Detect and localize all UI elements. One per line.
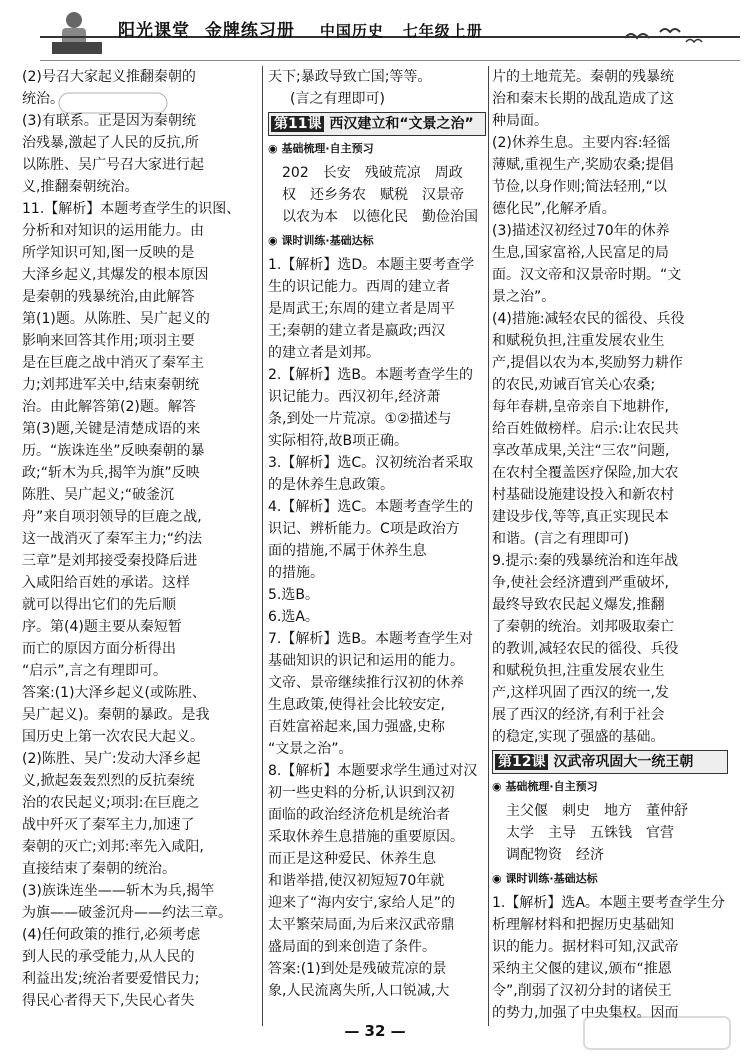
text-line: 2.【解析】选B。本题考查学生的: [268, 367, 473, 383]
text-line: 入咸阳给百姓的承诺。这样: [22, 575, 190, 591]
text-line: 面临的政治经济危机是统治者: [268, 807, 450, 823]
text-line: 的措施。: [268, 565, 324, 581]
text-line: 节俭,以身作则;简法轻刑,“以: [492, 179, 667, 195]
text-line: (4)任何政策的推行,必须考虑: [22, 927, 201, 943]
text-line: 是周武王;东周的建立者是周平: [268, 301, 455, 317]
text-line: 和赋税负担,注重发展农业生: [492, 663, 665, 679]
column-divider: [262, 66, 263, 1026]
text-line: 治。由此解答第(2)题。解答: [22, 399, 196, 415]
keyword-line: 202 长安 残破荒凉 周政: [282, 165, 463, 181]
text-line: 而正是这种爱民、休养生息: [268, 851, 436, 867]
text-line: 景之治”。: [492, 289, 556, 305]
text-line: 片的土地荒芜。秦朝的残暴统: [492, 69, 674, 85]
text-line: “文景之治”。: [268, 741, 353, 757]
text-line: 为旗——破釜沉舟——约法三章。: [22, 905, 232, 921]
text-line: 每年春耕,皇帝亲自下地耕作,: [492, 399, 669, 415]
text-line: 治残暴,激起了人民的反抗,所: [22, 135, 199, 151]
text-line: (2)休养生息。主要内容:轻徭: [492, 135, 671, 151]
text-line: 答案:(1)到处是残破荒凉的景: [268, 961, 447, 977]
column-divider: [488, 66, 489, 1026]
watermark-logo: [582, 1013, 732, 1053]
text-line: 象,人民流离失所,人口锐减,大: [268, 983, 450, 999]
text-line: 得民心者得天下,失民心者失: [22, 993, 195, 1009]
text-line: 基础知识的识记和运用的能力。: [268, 653, 464, 669]
text-line: 和赋税负担,注重发展农业生: [492, 333, 665, 349]
text-line: 争,使社会经济遭到严重破坏,: [492, 575, 669, 591]
text-line: 5.选B。: [268, 587, 319, 603]
grade-name: 七年级上册: [402, 22, 483, 40]
text-line: 3.【解析】选C。汉初统治者采取: [268, 455, 474, 471]
text-line: 1.【解析】选A。本题主要考查学生分: [492, 895, 725, 911]
text-line: 生的识记能力。西周的建立者: [268, 279, 450, 295]
text-line: 秦朝的灭亡;刘邦:率先入咸阳,: [22, 839, 204, 855]
text-line: 和谐举措,使汉初短短70年就: [268, 873, 445, 889]
answer-column-1: [22, 66, 260, 1012]
text-line: 统治。: [22, 91, 64, 107]
text-line: 答案:(1)大泽乡起义(或陈胜、: [22, 685, 207, 701]
section-basic-heading: ◉ 基础梳理·自主预习: [268, 138, 486, 160]
text-line: 7.【解析】选B。本题考查学生对: [268, 631, 473, 647]
text-line: 这一战消灭了秦军主力;“约法: [22, 531, 202, 547]
text-line: 义,掀起轰轰烈烈的反抗秦统: [22, 773, 195, 789]
subject-name: 中国历史: [319, 22, 384, 40]
keyword-line: 太学 主导 五铢钱 官营: [506, 825, 674, 841]
text-line: (言之有理即可): [290, 91, 385, 107]
text-line: “启示”,言之有理即可。: [22, 663, 167, 679]
text-line: 条,到处一片荒凉。①②描述与: [268, 411, 452, 427]
birds-icon: [620, 24, 710, 50]
text-line: 析理解材料和把握历史基础知: [492, 917, 674, 933]
text-line: 序。第(4)题主要从秦短暂: [22, 619, 182, 635]
text-line: 采纳主父偃的建议,颁布“推恩: [492, 961, 672, 977]
text-line: 是秦朝的残暴统治,由此解答: [22, 289, 195, 305]
text-line: 的建立者是刘邦。: [268, 345, 380, 361]
text-line: 产,提倡以农为本,奖励努力耕作: [492, 355, 683, 371]
text-line: 的是休养生息政策。: [268, 477, 394, 493]
text-line: 生息,国家富裕,人民富足的局: [492, 245, 669, 261]
text-line: 第(1)题。从陈胜、吴广起义的: [22, 311, 210, 327]
book-name: 金牌练习册: [204, 21, 295, 41]
page-header: [0, 0, 750, 66]
text-line: 第(3)题,关键是清楚成语的来: [22, 421, 201, 437]
text-line: 的稳定,实现了强盛的基础。: [492, 729, 665, 745]
text-line: 在农村全覆盖医疗保险,加大农: [492, 465, 679, 481]
text-line: (3)有联系。正是因为秦朝统: [22, 113, 196, 129]
text-line: 义,推翻秦朝统治。: [22, 179, 139, 195]
text-line: 令”,削弱了汉初分封的诸侯王: [492, 983, 672, 999]
text-line: 是在巨鹿之战中消灭了秦军主: [22, 355, 204, 371]
text-line: 4.【解析】选C。本题考查学生的: [268, 499, 474, 515]
text-line: 1.【解析】选D。本题主要考查学: [268, 257, 475, 273]
text-line: 利益出发;统治者要爱惜民力;: [22, 971, 200, 987]
section-practice-heading: ◉ 课时训练·基础达标: [268, 230, 486, 252]
text-line: 建设步伐,等等,真正实现民本: [492, 509, 669, 525]
text-line: 的农民,劝诫百官关心农桑;: [492, 377, 656, 393]
lesson-title: 西汉建立和“文景之治”: [329, 116, 474, 132]
text-line: 吴广起义)。秦朝的暴政。是我: [22, 707, 210, 723]
text-line: 分析和对知识的运用能力。由: [22, 223, 204, 239]
text-line: 政;“斩木为兵,揭竿为旗”反映: [22, 465, 200, 481]
text-line: 和谐。(言之有理即可): [492, 531, 629, 547]
text-line: 识记能力。西汉初年,经济萧: [268, 389, 441, 405]
text-line: 三章”是刘邦接受秦投降后进: [22, 553, 198, 569]
text-line: 舟”来自项羽领导的巨鹿之战,: [22, 509, 202, 525]
text-line: 盛局面的到来创造了条件。: [268, 939, 436, 955]
text-line: 的势力,加强了中央集权。因而: [492, 1005, 679, 1021]
text-line: 实际相符,故B项正确。: [268, 433, 409, 449]
header-title: [118, 16, 483, 41]
text-line: 德化民”,化解矛盾。: [492, 201, 616, 217]
text-line: 面的措施,不属于休养生息: [268, 543, 427, 559]
text-line: 文帝、景帝继续推行汉初的休养: [268, 675, 464, 691]
answer-column-2: [268, 66, 486, 1002]
keyword-line: 主父偃 刺史 地方 董仲舒: [506, 803, 688, 819]
text-line: 产,这样巩固了西汉的统一,发: [492, 685, 669, 701]
text-line: 到人民的承受能力,从人民的: [22, 949, 195, 965]
section-basic-heading: ◉ 基础梳理·自主预习: [492, 776, 728, 798]
text-line: (2)陈胜、吴广:发动大泽乡起: [22, 751, 201, 767]
text-line: 初一些史料的分析,认识到汉初: [268, 785, 455, 801]
text-line: 村基础设施建设投入和新农村: [492, 487, 674, 503]
keyword-line: 以农为本 以德化民 勤俭治国: [282, 209, 478, 225]
lesson-number: 第12课: [495, 754, 548, 770]
text-line: 影响来回答其作用;项羽主要: [22, 333, 195, 349]
text-line: 9.提示:秦的残暴统治和连年战: [492, 553, 679, 569]
section-practice-heading: ◉ 课时训练·基础达标: [492, 868, 728, 890]
answer-column-3: [492, 66, 728, 1024]
text-line: 以陈胜、吴广号召大家进行起: [22, 157, 204, 173]
text-line: 百姓富裕起来,国力强盛,史称: [268, 719, 445, 735]
text-line: 生息政策,使得社会比较安定,: [268, 697, 445, 713]
text-line: 治的农民起义;项羽:在巨鹿之: [22, 795, 200, 811]
keyword-line: 权 还乡务农 赋税 汉景帝: [282, 187, 464, 203]
text-line: (4)措施:减轻农民的徭役、兵役: [492, 311, 685, 327]
text-line: 6.选A。: [268, 609, 319, 625]
answer-list: [492, 66, 728, 748]
text-line: 力;刘邦进军关中,结束秦朝统: [22, 377, 200, 393]
text-line: 识的能力。据材料可知,汉武帝: [492, 939, 679, 955]
text-line: 历。“族诛连坐”反映秦朝的暴: [22, 443, 205, 459]
text-line: 给百姓做榜样。启示:让农民共: [492, 421, 679, 437]
lesson-title: 汉武帝巩固大一统王朝: [553, 754, 694, 770]
text-line: 的教训,减轻农民的徭役、兵役: [492, 641, 679, 657]
text-line: 就可以得出它们的先后顺: [22, 597, 176, 613]
series-name: 阳光课堂: [118, 21, 190, 41]
lesson-12-heading: [492, 750, 728, 774]
text-line: 展了西汉的经济,有利于社会: [492, 707, 665, 723]
text-line: 天下;暴政导致亡国;等等。: [268, 69, 432, 85]
text-line: 11.【解析】本题考查学生的识图、: [22, 201, 241, 217]
text-line: 国历史上第一次农民大起义。: [22, 729, 204, 745]
lesson-11-heading: [268, 112, 486, 136]
text-line: 采取休养生息措施的重要原因。: [268, 829, 464, 845]
answer-list: [492, 892, 728, 1024]
keyword-line: 调配物资 经济: [506, 847, 604, 863]
text-line: (2)号召大家起义推翻秦朝的: [22, 69, 196, 85]
text-line: 识记、辨析能力。C项是政治方: [268, 521, 460, 537]
text-line: (3)族诛连坐——斩木为兵,揭竿: [22, 883, 215, 899]
text-line: 最终导致农民起义爆发,推翻: [492, 597, 665, 613]
text-line: 享改革成果,关注“三农”问题,: [492, 443, 670, 459]
text-line: 迎来了“海内安宁,家给人足”的: [268, 895, 455, 911]
text-line: 直接结束了秦朝的统治。: [22, 861, 176, 877]
text-line: 薄赋,重视生产,奖励农桑;提倡: [492, 157, 674, 173]
answer-list: [268, 254, 486, 1002]
text-line: 所学知识可知,图一反映的是: [22, 245, 195, 261]
text-line: 种局面。: [492, 113, 548, 129]
text-line: 陈胜、吴广起义;“破釜沉: [22, 487, 174, 503]
text-line: (3)描述汉初经过70年的休养: [492, 223, 670, 239]
text-line: 了秦朝的统治。刘邦吸取秦亡: [492, 619, 674, 635]
text-line: 太平繁荣局面,为后来汉武帝鼎: [268, 917, 455, 933]
text-line: 而亡的原因方面分析得出: [22, 641, 176, 657]
lesson-number: 第11课: [271, 116, 324, 132]
text-line: 治和秦末长期的战乱造成了这: [492, 91, 674, 107]
page-number: — 32 —: [344, 1022, 406, 1040]
text-line: 战中歼灭了秦军主力,加速了: [22, 817, 195, 833]
text-line: 8.【解析】本题要求学生通过对汉: [268, 763, 478, 779]
text-line: 大泽乡起义,其爆发的根本原因: [22, 267, 209, 283]
text-line: 面。汉文帝和汉景帝时期。“文: [492, 267, 682, 283]
text-line: 王;秦朝的建立者是嬴政;西汉: [268, 323, 446, 339]
